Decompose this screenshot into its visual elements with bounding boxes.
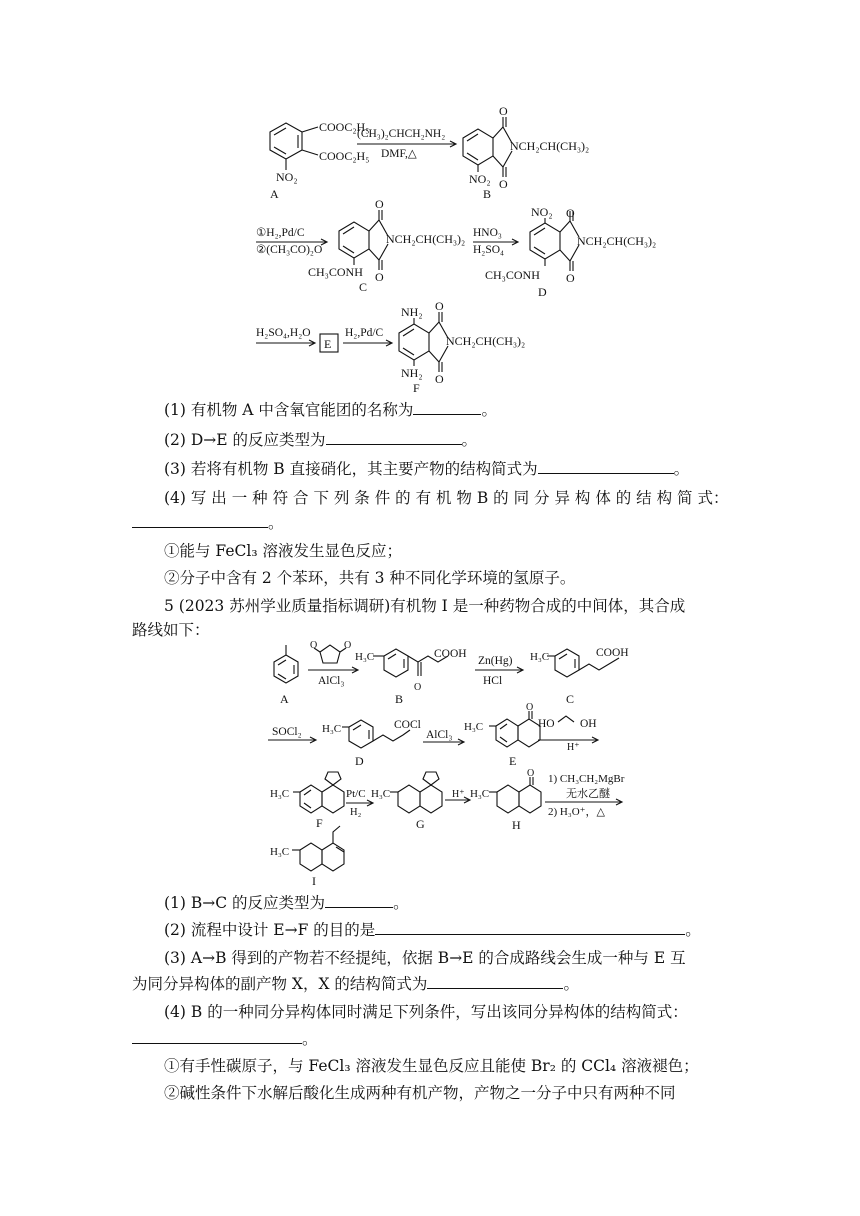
methyl-H2: H₃C xyxy=(470,788,490,800)
q5-4-text: (4) B 的一种同分异构体同时满足下列条件，写出该同分异构体的结构简式： xyxy=(164,1003,688,1021)
carbonyl-O-B1: O xyxy=(499,104,508,118)
reagent-znhg: Zn(Hg) xyxy=(478,655,513,667)
carbonyl-O-F1: O xyxy=(435,299,444,313)
reagent-ptc: Pt/C xyxy=(346,788,366,800)
compound-C xyxy=(339,210,388,270)
cooh-C2: COOH xyxy=(596,647,629,659)
answer-blank-4-1[interactable] xyxy=(413,400,481,415)
q4-condition-1: ①能与 FeCl₃ 溶液发生显色反应； xyxy=(164,542,402,560)
question-5-3 xyxy=(132,971,738,997)
label-B2: B xyxy=(395,692,404,706)
label-G2: G xyxy=(416,817,425,831)
q5-1-text: (1) B→C 的反应类型为 xyxy=(164,894,326,912)
answer-blank-4-4[interactable] xyxy=(132,513,268,528)
label-D2: D xyxy=(355,754,364,768)
carbonyl-O-B2: O xyxy=(499,177,508,191)
cooh-B2: COOH xyxy=(434,648,467,660)
ethylene-glycol-HO: HO xyxy=(538,718,555,730)
imide-N-D: NCH₂CH(CH₃)₂ xyxy=(577,234,657,248)
q4-2-end: 。 xyxy=(461,431,478,449)
methyl-G2: H₃C xyxy=(371,788,391,800)
compound-F xyxy=(399,312,448,372)
imide-N-F: NCH₂CH(CH₃)₂ xyxy=(446,334,526,348)
anhydride-O2: O xyxy=(344,640,352,651)
amino-F-top: NH₂ xyxy=(401,305,423,319)
question-4-4-answer xyxy=(132,510,738,536)
reagent-socl2: SOCl₂ xyxy=(272,726,302,738)
reagent-dmf: DMF,△ xyxy=(381,148,417,160)
ketone-O-E2: O xyxy=(526,702,534,713)
label-E2: E xyxy=(509,754,517,768)
label-F: F xyxy=(413,381,420,395)
q5-intro-line1: 5 (2023 苏州学业质量指标调研)有机物 I 是一种药物合成的中间体，其合成 xyxy=(164,597,686,615)
reagent-hcl: HCl xyxy=(483,675,503,687)
q4-condition-2: ②分子中含有 2 个苯环，共有 3 种不同化学环境的氢原子。 xyxy=(164,569,576,587)
carbonyl-O-F2: O xyxy=(435,372,444,386)
ester-label-1: COOC₂H₅ xyxy=(319,120,370,134)
compound-E2-tetralone xyxy=(489,711,540,747)
label-D: D xyxy=(538,285,547,299)
compound-H2 xyxy=(489,777,541,813)
q5-condition-2: ②碱性条件下水解后酸化生成两种有机产物，产物之一分子中只有两种不同 xyxy=(164,1084,676,1102)
q5-4-end: 。 xyxy=(302,1030,318,1048)
methyl-F2: H₃C xyxy=(270,788,290,800)
ketone-O-H2: O xyxy=(527,768,535,779)
answer-blank-4-2[interactable] xyxy=(326,430,462,445)
compound-F2-ketal xyxy=(293,772,344,813)
reagent-h2: H₂ xyxy=(350,807,362,818)
succinic-anhydride xyxy=(314,645,346,663)
compound-D xyxy=(530,211,579,271)
compound-G2 xyxy=(390,772,442,813)
carbonyl-O-C1: O xyxy=(375,197,384,211)
q4-1-end: 。 xyxy=(481,401,497,419)
reagent-hno3: HNO₃ xyxy=(473,227,502,239)
question-4-4 xyxy=(132,485,770,511)
methyl-I2: H₃C xyxy=(270,846,290,858)
question-4-3 xyxy=(132,456,770,482)
label-I2: I xyxy=(312,874,316,888)
label-A2: A xyxy=(280,692,289,706)
q4-3-text: (3) 若将有机物 B 直接硝化，其主要产物的结构简式为 xyxy=(164,460,538,478)
carbonyl-O-D1: O xyxy=(566,206,575,220)
answer-blank-5-4[interactable] xyxy=(132,1029,302,1044)
amino-F-bottom: NH₂ xyxy=(401,366,423,380)
label-H2: H xyxy=(512,818,521,832)
ethylene-glycol-OH: OH xyxy=(580,718,597,730)
label-A: A xyxy=(270,187,279,201)
reagent-h-plus: H⁺ xyxy=(567,742,580,753)
q5-2-end: 。 xyxy=(685,921,701,939)
reagent-alcl3: AlCl₃ xyxy=(318,675,345,687)
q4-3-end: 。 xyxy=(673,460,690,478)
question-5-4-answer xyxy=(132,1026,738,1052)
q4-4-text: (4) 写 出 一 种 符 合 下 列 条 件 的 有 机 物 B 的 同 分 异 构 体 的 结 构 简 式： xyxy=(164,489,729,507)
reagent-ether: 无水乙醚 xyxy=(566,788,610,800)
label-E-box: E xyxy=(324,337,332,351)
acetamido-D: CH₃CONH xyxy=(485,268,540,282)
nitro-label-A: NO₂ xyxy=(276,170,298,184)
anhydride-O1: O xyxy=(310,640,318,651)
acetamido-C: CH₃CONH xyxy=(308,265,363,279)
reagent-h3o: 2) H₃O⁺，△ xyxy=(548,806,605,818)
q5-condition-1: ①有手性碳原子，与 FeCl₃ 溶液发生显色反应且能使 Br₂ 的 CCl₄ 溶液褪色； xyxy=(164,1057,699,1075)
label-B: B xyxy=(483,187,492,201)
reagent-h2-pdc-2: H₂,Pd/C xyxy=(345,327,384,339)
q5-3-text: 为同分异构体的副产物 X，X 的结构简式为 xyxy=(132,975,428,993)
question-4-1 xyxy=(132,397,770,423)
q4-2-text: (2) D→E 的反应类型为 xyxy=(164,431,326,449)
compound-A xyxy=(270,123,318,170)
carbonyl-O-D2: O xyxy=(566,271,575,285)
compound-A2-toluene xyxy=(274,645,298,683)
question-5-2 xyxy=(132,917,770,943)
reagent-h2so4: H₂SO₄ xyxy=(473,244,505,256)
reagent-h-plus-2: H⁺ xyxy=(452,789,465,800)
methyl-B2: H₃C xyxy=(355,651,375,663)
reagent-amine: (CH₃)₂CHCH₂NH₂ xyxy=(357,128,446,140)
compound-I2 xyxy=(292,826,344,871)
carbonyl-O-C2: O xyxy=(375,270,384,284)
reagent-anhydride: ②(CH₃CO)₂O xyxy=(256,244,323,256)
answer-blank-5-1[interactable] xyxy=(325,893,393,908)
nitro-label-B: NO₂ xyxy=(469,172,491,186)
q5-3-line1: (3) A→B 得到的产物若不经提纯，依据 B→E 的合成路线会生成一种与 E 互 xyxy=(164,949,686,967)
reagent-alcl3-2: AlCl₃ xyxy=(426,729,453,741)
question-5-1 xyxy=(132,890,770,916)
answer-blank-4-3[interactable] xyxy=(538,459,674,474)
q5-3-end: 。 xyxy=(563,975,579,993)
cocl-D2: COCl xyxy=(394,719,421,731)
question-4-2 xyxy=(132,427,770,453)
methyl-E2: H₃C xyxy=(464,721,484,733)
label-F2: F xyxy=(316,816,323,830)
reagent-h2so4-h2o: H₂SO₄,H₂O xyxy=(256,327,311,339)
q5-2-text: (2) 流程中设计 E→F 的目的是 xyxy=(164,921,376,939)
compound-B xyxy=(463,117,512,177)
methyl-D2: H₃C xyxy=(322,723,342,735)
reagent-h2-pdc: ①H₂,Pd/C xyxy=(256,227,305,239)
answer-blank-5-3[interactable] xyxy=(427,974,563,989)
imide-N-B: NCH₂CH(CH₃)₂ xyxy=(510,139,590,153)
ketone-O-B2: O xyxy=(414,682,422,693)
label-C2: C xyxy=(566,692,575,706)
glycol-bond xyxy=(558,716,574,722)
answer-blank-5-2[interactable] xyxy=(375,920,685,935)
q4-4-end: 。 xyxy=(268,514,284,532)
ester-label-2: COOC₂H₅ xyxy=(319,149,370,163)
reagent-grignard: 1) CH₃CH₂MgBr xyxy=(548,773,625,785)
nitro-label-D: NO₂ xyxy=(531,205,553,219)
methyl-C2: H₃C xyxy=(530,651,550,663)
q5-1-end: 。 xyxy=(393,894,409,912)
q4-1-text: (1) 有机物 A 中含氧官能团的名称为 xyxy=(164,401,414,419)
label-C: C xyxy=(359,280,368,294)
imide-N-C: NCH₂CH(CH₃)₂ xyxy=(386,232,466,246)
q5-intro-line2: 路线如下： xyxy=(132,621,210,639)
